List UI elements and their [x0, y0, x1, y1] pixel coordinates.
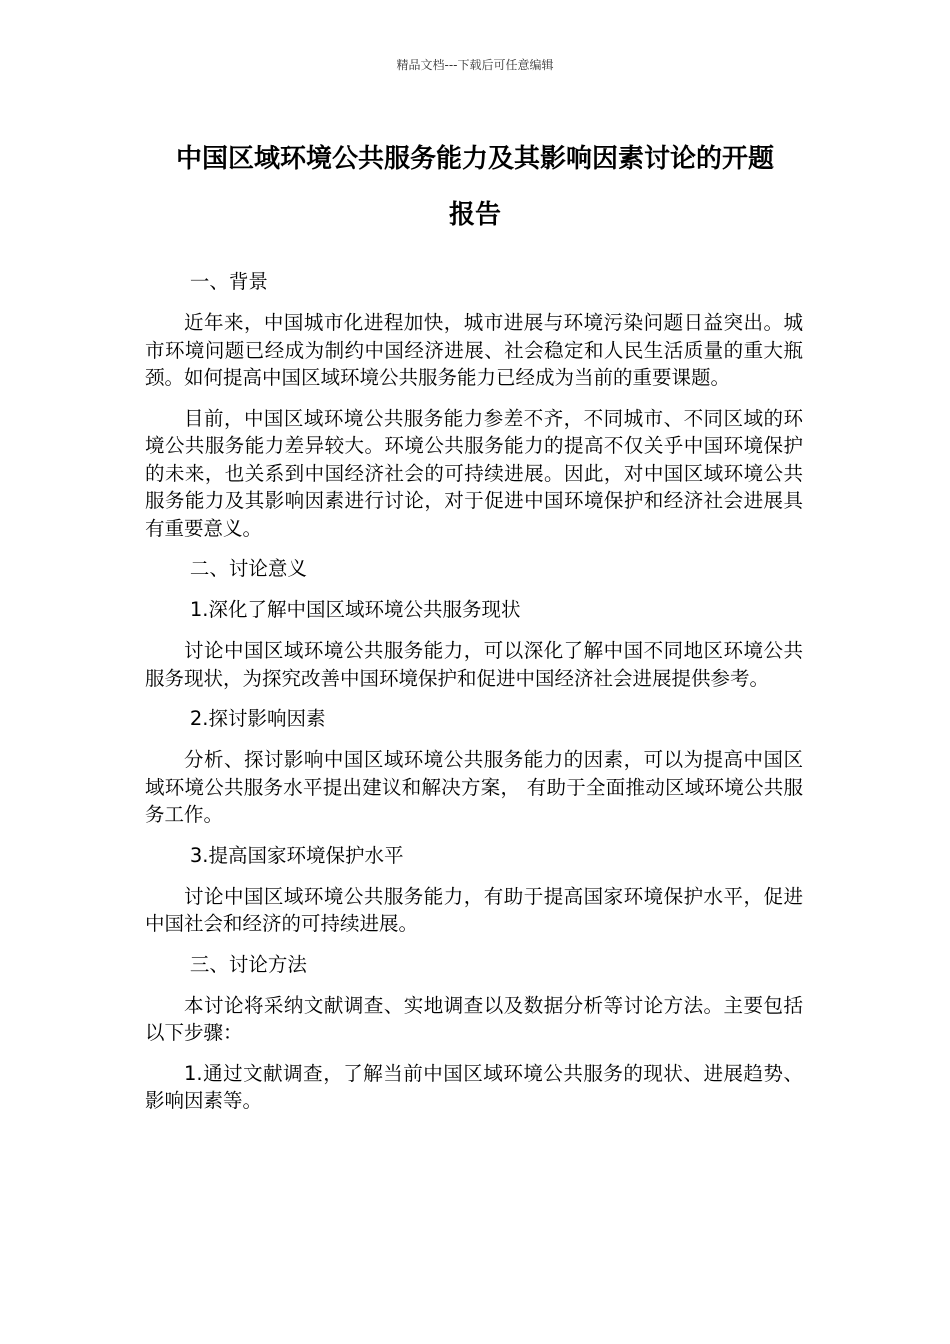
- paragraph: 讨论中国区域环境公共服务能力，有助于提高国家环境保护水平，促进中国社会和经济的可持续进展。: [145, 884, 803, 935]
- paragraph: 讨论中国区域环境公共服务能力，可以深化了解中国不同地区环境公共服务现状，为探究改善中国环境保护和促进中国经济社会进展提供参考。: [145, 639, 803, 690]
- document-title-line-1: 中国区域环境公共服务能力及其影响因素讨论的开题: [175, 144, 774, 174]
- subsection-heading: 1.深化了解中国区域环境公共服务现状: [189, 598, 521, 621]
- section-heading-significance: 二、讨论意义: [189, 557, 307, 580]
- header-note: 精品文档---下载后可任意编辑: [396, 58, 554, 72]
- document-body: [145, 268, 803, 1128]
- section-heading-methods: 三、讨论方法: [189, 952, 307, 976]
- paragraph: 近年来，中国城市化进程加快，城市进展与环境污染问题日益突出。城市环境问题已经成为制约中国经济进展、社会稳定和人民生活质量的重大瓶颈。如何提高中国区域环境公共服务能力已经成为当前的重要课题。: [145, 311, 803, 389]
- section-heading-background: 一、背景: [189, 270, 268, 293]
- list-step: 1.通过文献调查，了解当前中国区域环境公共服务的现状、进展趋势、影响因素等。: [145, 1061, 803, 1112]
- paragraph: 本讨论将采纳文献调查、实地调查以及数据分析等讨论方法。主要包括以下步骤：: [145, 993, 803, 1044]
- paragraph: 目前，中国区域环境公共服务能力参差不齐，不同城市、不同区域的环境公共服务能力差异较大。环境公共服务能力的提高不仅关乎中国环境保护的未来，也关系到中国经济社会的可持续进展。因此，对中国区域环境公共服务能力及其影响因素进行讨论，对于促进中国环境保护和经济社会进展具有重要意义。: [145, 406, 803, 540]
- document-title: [120, 131, 830, 243]
- document-title-line-2: 报告: [448, 200, 501, 230]
- paragraph: 分析、探讨影响中国区域环境公共服务能力的因素，可以为提高中国区域环境公共服务水平提出建议和解决方案， 有助于全面推动区域环境公共服务工作。: [145, 748, 803, 826]
- subsection-heading: 3.提高国家环境保护水平: [189, 843, 404, 867]
- subsection-heading: 2.探讨影响因素: [189, 707, 326, 730]
